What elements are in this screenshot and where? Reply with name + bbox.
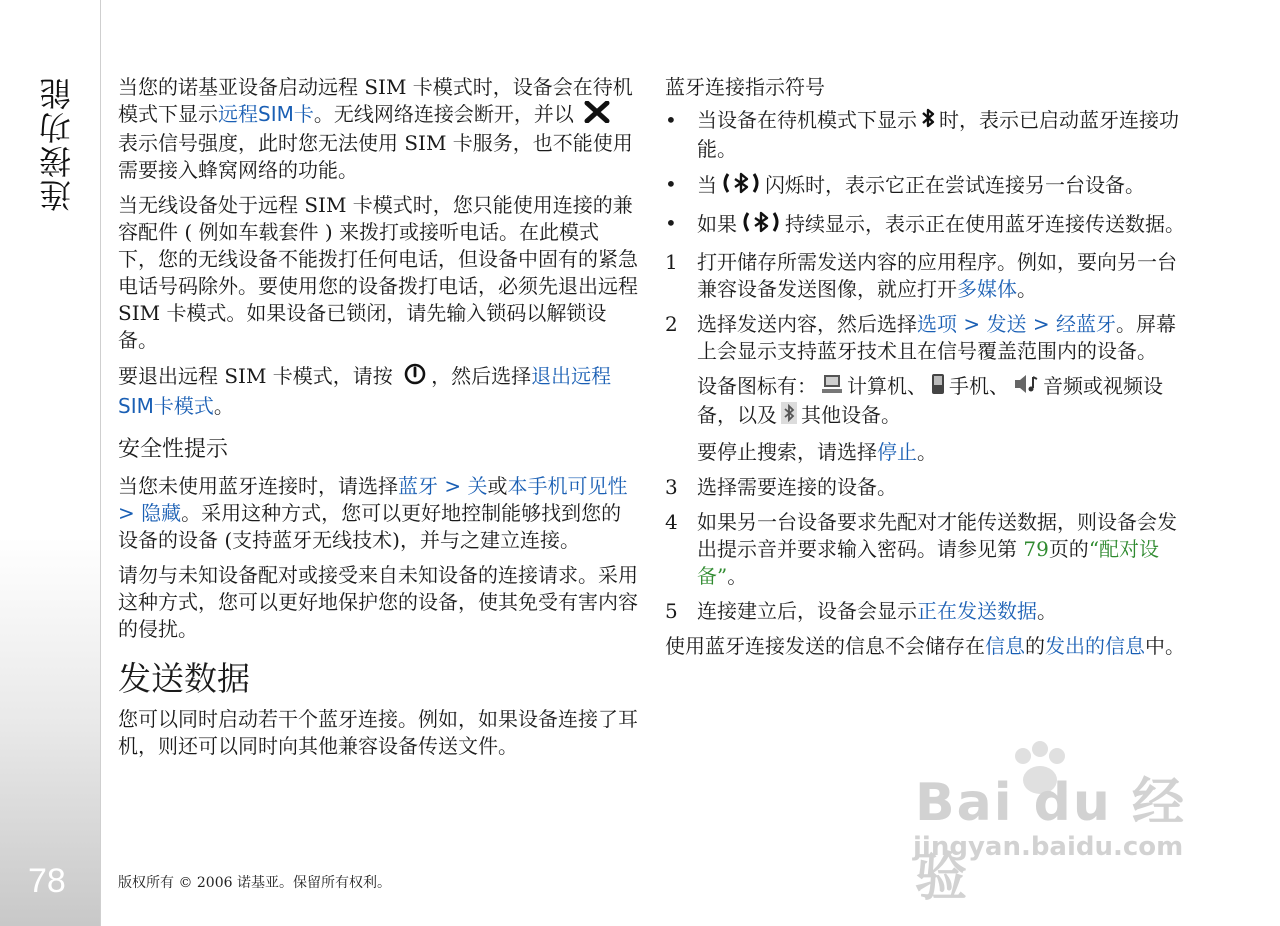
paragraph-pairing-warning: 请勿与未知设备配对或接受来自未知设备的连接请求。采用这种方式，您可以更好地保护您的设备，使其免受有害内容的侵扰。 [118, 563, 638, 641]
paragraph-security: 当您未使用蓝牙连接时，请选择蓝牙 > 关或本手机可见性 > 隐藏。采用这种方式，您可以更好地控制能够找到您的设备的设备 (支持蓝牙无线技术)，并与之建立连接。 [118, 474, 628, 552]
list-item: • 当 闪烁时，表示它正在尝试连接另一台设备。 [665, 171, 1195, 202]
link-gallery[interactable]: 多媒体 [957, 277, 1017, 301]
paragraph-exit-remote-sim: 要退出远程 SIM 卡模式，请按 ，然后选择退出远程SIM卡模式。 [118, 364, 612, 418]
link-hidden[interactable]: 隐藏 [141, 501, 182, 525]
link-off[interactable]: 关 [467, 474, 488, 498]
list-item: • 如果 持续显示，表示正在使用蓝牙连接传送数据。 [665, 210, 1195, 241]
watermark-brand: Bai du 经验 [915, 773, 1186, 908]
left-column [118, 74, 638, 768]
link-options[interactable]: 选项 [917, 312, 957, 336]
heading-security-tips: 安全性提示 [118, 437, 229, 462]
watermark-url: jingyan.baidu.com [913, 832, 1184, 862]
link-via-bluetooth[interactable]: 经蓝牙 [1055, 312, 1116, 336]
step-4: 4 如果另一台设备要求先配对才能传送数据，则设备会发出提示音并要求输入密码。请参见第 79页的“配对设备”。 [665, 510, 1177, 588]
stop-search-note: 要停止搜索，请选择停止。 [697, 440, 937, 464]
computer-icon [821, 373, 843, 402]
step-5: 5 连接建立后，设备会显示正在发送数据。 [665, 599, 1057, 623]
bluetooth-icon [921, 107, 935, 136]
link-visibility[interactable]: 本手机可见性 [507, 474, 628, 498]
paragraph-remote-sim: 当您的诺基亚设备启动远程 SIM 卡模式时，设备会在待机模式下显示远程SIM卡。无线网络连接会断开，并以 表示信号强度，此时您无法使用 SIM 卡服务，也不能使用需要接入蜂窝网络的功能。 [118, 75, 633, 182]
page-reference[interactable]: 79 [1017, 537, 1049, 561]
right-column [665, 74, 1195, 668]
link-bluetooth[interactable]: 蓝牙 [398, 474, 438, 498]
paragraph-remote-sim-mode: 当无线设备处于远程 SIM 卡模式时，您只能使用连接的兼容配件 ( 例如车载套件 ) 来拨打或接听电话。在此模式下，您的无线设备不能拨打任何电话，但设备中固有的紧急电话号码除外。要使用您的设备拨打电话，必须先退出远程 SIM 卡模式。如果设备已锁闭，请先输入锁码以解锁设备。 [118, 193, 638, 352]
list-item: • 当设备在待机模式下显示 时，表示已启动蓝牙连接功能。 [665, 108, 1179, 161]
bluetooth-active-icon [741, 210, 781, 241]
phone-icon [931, 373, 945, 402]
link-remote-sim[interactable]: 远程SIM卡 [218, 102, 314, 126]
step-3: 3 选择需要连接的设备。 [665, 475, 897, 499]
device-icons-note: 设备图标有： 计算机、 手机、 音频或视频设备，以及 其他设备。 [665, 373, 1195, 431]
other-device-icon [781, 402, 797, 431]
paragraph-send-data: 您可以同时启动若干个蓝牙连接。例如，如果设备连接了耳机，则还可以同时向其他兼容设备传送文件。 [118, 707, 638, 758]
audio-video-icon [1013, 373, 1039, 402]
step-2: 2 选择发送内容，然后选择选项 > 发送 > 经蓝牙。屏幕上会显示支持蓝牙技术且在信号覆盖范围内的设备。 [665, 312, 1176, 363]
no-signal-x-icon [584, 101, 610, 130]
link-exit-remote-sim[interactable]: 退出远程SIM卡模式 [118, 364, 612, 418]
heading-bt-indicators: 蓝牙连接指示符号 [665, 75, 825, 99]
chapter-title: 连接功能 [38, 76, 76, 212]
link-messaging[interactable]: 信息 [985, 634, 1025, 658]
link-sent-items[interactable]: 发出的信息 [1045, 634, 1145, 658]
link-sending-data[interactable]: 正在发送数据 [917, 599, 1037, 623]
paragraph-messages-note: 使用蓝牙连接发送的信息不会储存在信息的发出的信息中。 [665, 634, 1185, 658]
heading-send-data: 发送数据 [118, 659, 250, 698]
link-send[interactable]: 发送 [986, 312, 1027, 336]
page-number: 78 [28, 862, 66, 900]
link-pairing-devices[interactable]: “配对设备” [697, 537, 1160, 588]
copyright-footer: 版权所有 © 2006 诺基亚。保留所有权利。 [118, 875, 391, 891]
bluetooth-blinking-icon [721, 171, 761, 202]
power-key-icon [403, 362, 427, 393]
step-1: 1 打开储存所需发送内容的应用程序。例如，要向另一台兼容设备发送图像，就应打开多媒体。 [665, 250, 1177, 301]
sidebar [0, 0, 101, 926]
baidu-watermark [905, 740, 1205, 908]
link-stop[interactable]: 停止 [877, 440, 917, 464]
